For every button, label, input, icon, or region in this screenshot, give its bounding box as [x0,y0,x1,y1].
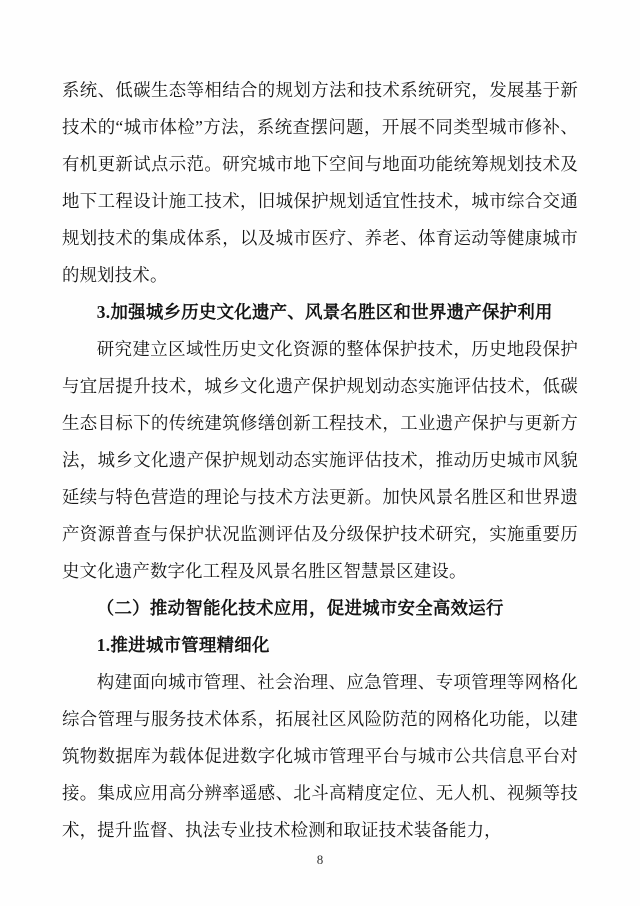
document-body [62,72,578,849]
section-heading-1: 1.推进城市管理精细化 [96,635,270,655]
section-heading-3: 3.加强城乡历史文化遗产、风景名胜区和世界遗产保护利用 [96,302,553,322]
paragraph-heritage-protection: 研究建立区域性历史文化资源的整体保护技术，历史地段保护与宜居提升技术，城乡文化遗产保护规划动态实施评估技术，低碳生态目标下的传统建筑修缮创新工程技术，工业遗产保护与更新方法，城乡文化遗产保护规划动态实施评估技术，推动历史城市风貌延续与特色营造的理论与技术方法更新。加快风景名胜区和世界遗产资源普查与保护状况监测评估及分级保护技术研究，实施重要历史文化遗产数字化工程及风景名胜区智慧景区建设。 [62,339,578,581]
page-number: 8 [316,852,324,867]
section-heading-part-two: （二）推动智能化技术应用，促进城市安全高效运行 [96,598,504,618]
paragraph-continuation: 系统、低碳生态等相结合的规划方法和技术系统研究，发展基于新技术的“城市体检”方法，系统查摆问题，开展不同类型城市修补、有机更新试点示范。研究城市地下空间与地面功能统筹规划技术及地下工程设计施工技术，旧城保护规划适宜性技术，城市综合交通规划技术的集成体系，以及城市医疗、养老、体育运动等健康城市的规划技术。 [62,80,578,285]
paragraph-city-management: 构建面向城市管理、社会治理、应急管理、专项管理等网格化综合管理与服务技术体系，拓展社区风险防范的网格化功能，以建筑物数据库为载体促进数字化城市管理平台与城市公共信息平台对接。集成应用高分辨率遥感、北斗高精度定位、无人机、视频等技术，提升监督、执法专业技术检测和取证技术装备能力， [62,672,578,840]
